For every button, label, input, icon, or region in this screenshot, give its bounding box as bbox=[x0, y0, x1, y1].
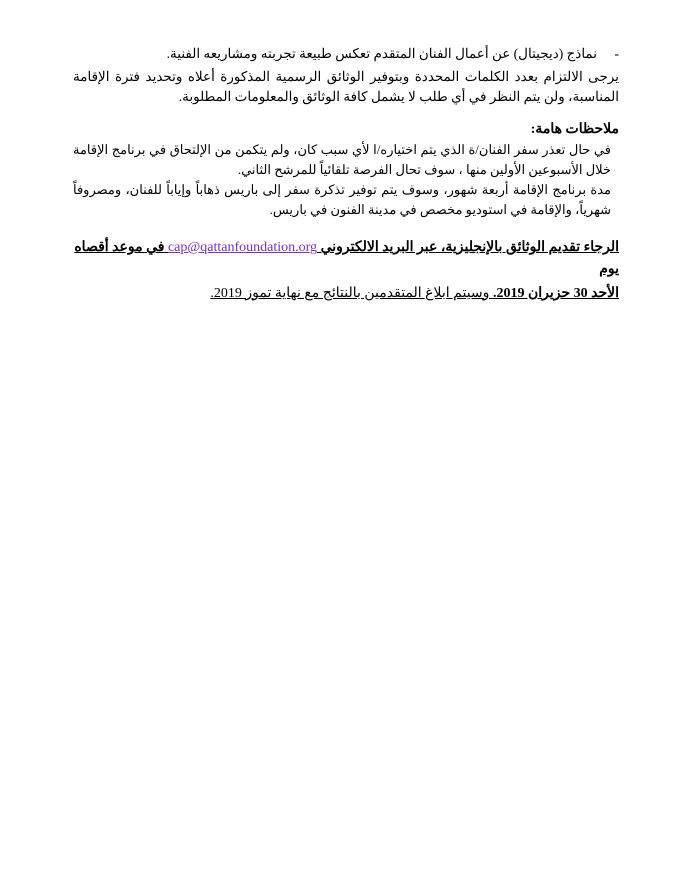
instructions-paragraph: يرجى الالتزام بعدد الكلمات المحددة وبتوفير الوثائق الرسمية المذكورة أعلاه وتحديد فترة الإقامة المناسبة، ولن يتم النظر في أي طلب لا يشمل كافة الوثائق والمعلومات المطلوبة. bbox=[73, 68, 619, 104]
submission-text-after-email: في موعد أقصاه يوم bbox=[74, 240, 619, 278]
note-item: مدة برنامج الإقامة أربعة شهور، وسوف يتم توفير تذكرة سفر إلى باريس ذهاباً وإياباً للفنان، ومصروفاً شهرياً، والإقامة في استوديو مخصص في مدينة الفنون في باريس. bbox=[73, 182, 611, 217]
list-item bbox=[73, 44, 619, 64]
results-notice: وسيتم ابلاغ المتقدمين بالنتائج مع نهاية تموز 2019. bbox=[210, 285, 493, 301]
deadline-date: الأحد 30 حزيران 2019. bbox=[492, 285, 619, 301]
bullet-text: نماذج (ديجيتال) عن أعمال الفنان المتقدم تعكس طبيعة تجربته ومشاريعه الفنية. bbox=[166, 46, 597, 61]
submission-text-before-email: الرجاء تقديم الوثائق بالإنجليزية، عبر البريد الالكتروني bbox=[317, 240, 619, 256]
bullet-marker: - bbox=[614, 46, 619, 61]
document-content bbox=[73, 44, 619, 305]
note-item: في حال تعذر سفر الفنان/ة الذي يتم اختياره/ا لأي سبب كان، ولم يتكمن من الإلتحاق في برنامج الإقامة خلال الأسبوعين الأولين منها ، سوف تحال الفرصة تلقائياً للمرشح الثاني. bbox=[73, 142, 611, 177]
notes-heading: ملاحظات هامة: bbox=[530, 122, 619, 138]
deadline-line bbox=[73, 283, 619, 305]
notes-list bbox=[73, 140, 619, 219]
email-link[interactable]: cap@qattanfoundation.org bbox=[167, 240, 318, 256]
submission-instructions bbox=[73, 237, 619, 305]
